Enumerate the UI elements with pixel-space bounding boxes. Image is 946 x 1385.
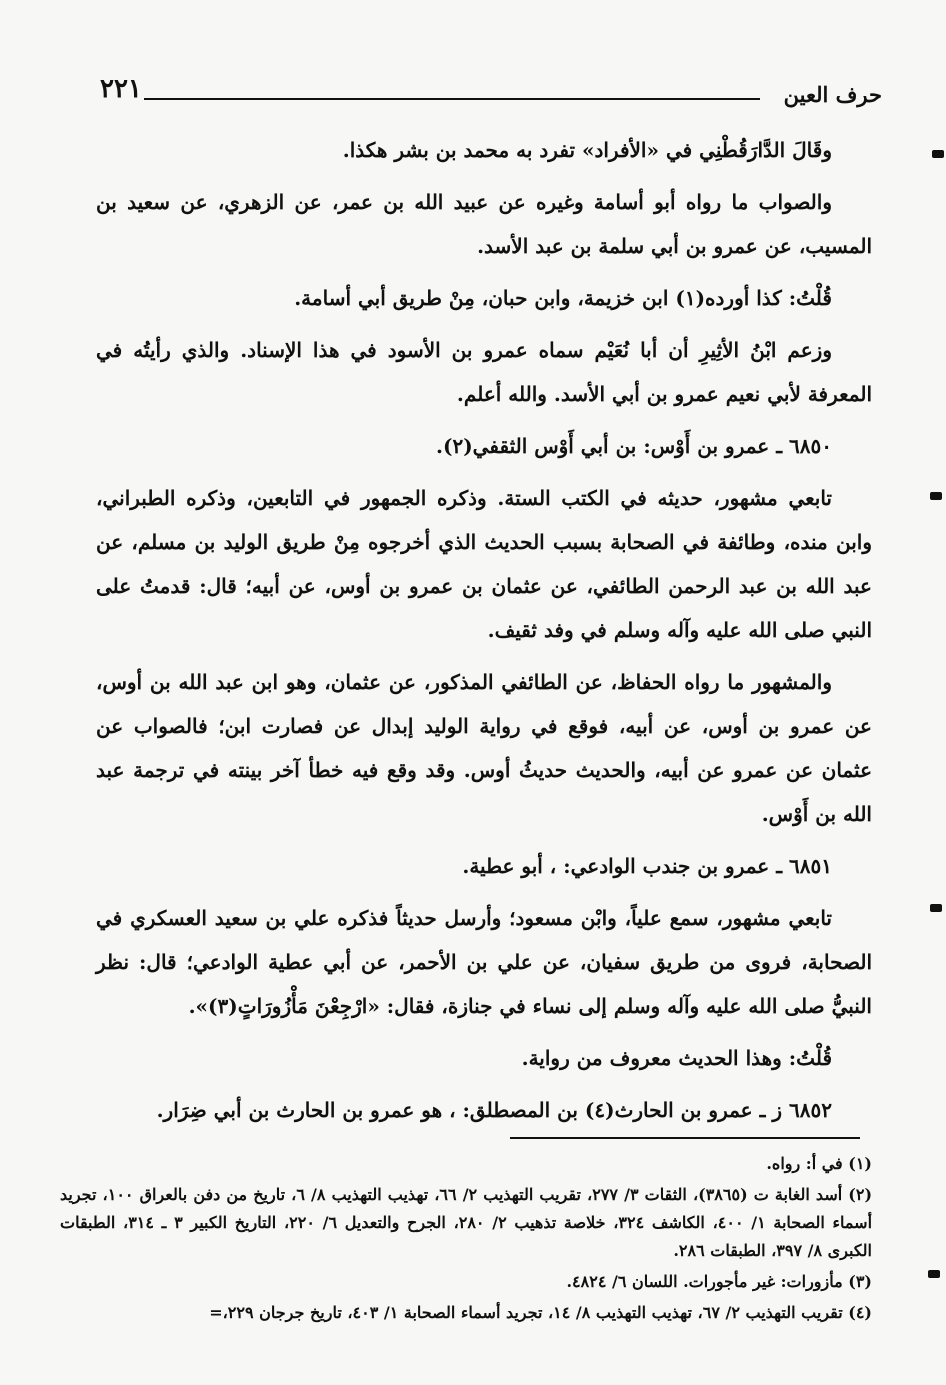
paragraph: تابعي مشهور، حديثه في الكتب الستة. وذكره الجمهور في التابعين، وذكره الطبراني، وابن منده، وطائفة في الصحابة بسبب الحديث الذي أخرجوه مِنْ طريق الوليد بن مسلم، عن عبد الله بن عبد الرحمن الطائفي، عن عثمان بن عمرو بن أوس، عن أبيه؛ قال: قدمتُ على النبي صلى الله عليه وآله وسلم في وفد ثقيف. (96, 486, 872, 642)
paragraph: وزعم ابْنُ الأثِيرِ أن أبا نُعَيْم سماه عمرو بن الأسود في هذا الإسناد. والذي رأيتُه في المعرفة لأبي نعيم عمرو بن أبي الأسد. والله أعلم. (96, 338, 872, 406)
chapter-title: حرف العين (783, 82, 882, 107)
paragraph: تابعي مشهور، سمع علياً، وابْن مسعود؛ وأرسل حديثاً فذكره علي بن سعيد العسكري في الصحابة، فروى من طريق سفيان، عن علي بن الأحمر، عن أبي عطية الوادعي؛ قال: نظر النبيُّ صلى الله عليه وآله وسلم إلى نساء في جنازة، فقال: «ارْجِعْنَ مَأْزُورَاتٍ(٣)». (96, 906, 872, 1018)
entry-heading: ٦٨٥٠ ـ عمرو بن أَوْس: بن أبي أَوْس الثقفي(٢). (436, 434, 832, 458)
footnotes (60, 1150, 872, 1330)
header-rule (144, 98, 760, 100)
footnote: (٣) مأزورات: غير مأجورات. اللسان ٦/ ٤٨٢٤. (566, 1272, 872, 1291)
page-header (92, 74, 882, 114)
margin-mark (930, 904, 942, 912)
paragraph: قُلْتُ: كذا أورده(١) ابن خزيمة، وابن حبان، مِنْ طريق أبي أسامة. (294, 286, 832, 310)
paragraph: والمشهور ما رواه الحفاظ، عن الطائفي المذكور، عن عثمان، وهو ابن عبد الله بن أوس، عن عمرو بن أوس، عن أبيه، فوقع في رواية الوليد إبدال عن فصارت ابن؛ فالصواب عن عثمان عن عمرو عن أبيه، والحديث حديثُ أوس. وقد وقع فيه خطأ آخر بينته في ترجمة عبد الله بن أَوْس. (96, 670, 872, 826)
entry-heading: ٦٨٥١ ـ عمرو بن جندب الوادعي: ، أبو عطية. (462, 854, 832, 878)
page-number: ٢٢١ (100, 74, 142, 104)
footnote: (٢) أسد الغابة ت (٣٨٦٥)، الثقات ٣/ ٢٧٧، تقريب التهذيب ٢/ ٦٦، تهذيب التهذيب ٨/ ٦، تاريخ من دفن بالعراق ١٠٠، تجريد أسماء الصحابة ١/ ٤٠٠، الكاشف ٣٢٤، خلاصة تذهيب ٢/ ٢٨٠، الجرح والتعديل ٦/ ٢٢٠، التاريخ الكبير ٣ ـ ٣١٤، الطبقات الكبرى ٨/ ٣٩٧، الطبقات ٢٨٦. (60, 1185, 873, 1260)
entry-heading: ٦٨٥٢ ز ـ عمرو بن الحارث(٤) بن المصطلق: ، هو عمرو بن الحارث بن أبي ضِرَار. (156, 1098, 832, 1122)
footnote-rule (510, 1137, 860, 1139)
margin-mark (928, 1270, 940, 1278)
margin-mark (930, 492, 942, 500)
paragraph: والصواب ما رواه أبو أسامة وغيره عن عبيد الله بن عمر، عن الزهري، عن سعيد بن المسيب، عن عمرو بن أبي سلمة بن عبد الأسد. (96, 190, 872, 258)
footnote: (٤) تقريب التهذيب ٢/ ٦٧، تهذيب التهذيب ٨/ ١٤، تجريد أسماء الصحابة ١/ ٤٠٣، تاريخ جرجان ٢٢٩،= (209, 1303, 872, 1322)
paragraph: وقَالَ الدَّارَقُطْنِي في «الأفراد» تفرد به محمد بن بشر هكذا. (342, 138, 832, 162)
main-text (96, 128, 872, 1140)
margin-mark (932, 150, 944, 158)
footnote: (١) في أ: رواه. (766, 1154, 872, 1173)
paragraph: قُلْتُ: وهذا الحديث معروف من رواية. (521, 1046, 832, 1070)
